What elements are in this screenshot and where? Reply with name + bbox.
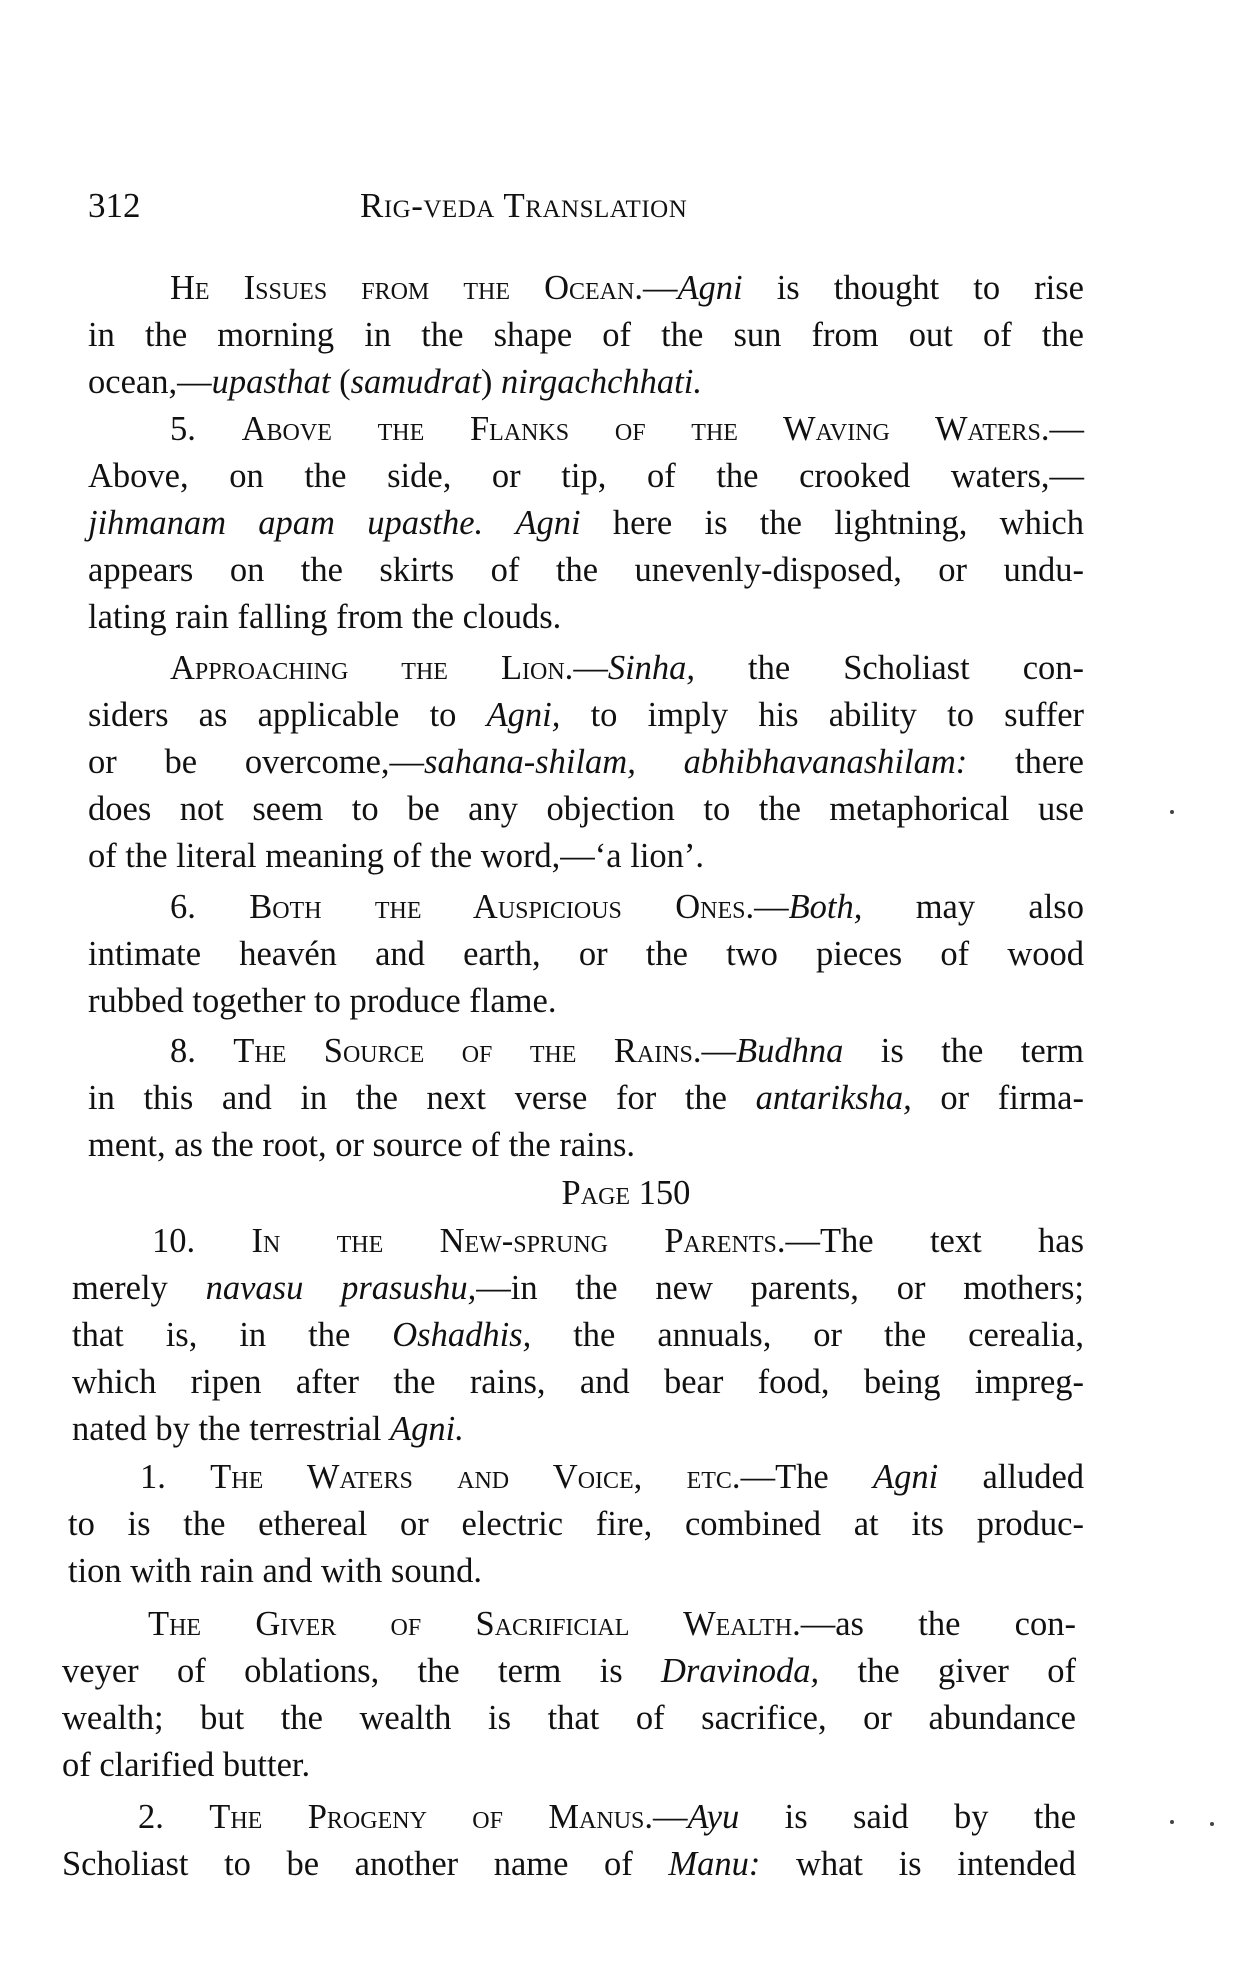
page-header xyxy=(88,186,1088,236)
text-run: is the term xyxy=(843,1032,1084,1070)
italic-term: Agni xyxy=(515,504,581,542)
text-run: merely xyxy=(72,1269,206,1307)
text-line xyxy=(62,1842,1076,1886)
text-run: here is the lightning, which xyxy=(580,504,1084,542)
text-run: ocean,— xyxy=(88,363,212,401)
section-heading: The Progeny of Manus. xyxy=(209,1798,653,1836)
text-run: — xyxy=(642,269,678,307)
text-line: tion with rain and with sound. xyxy=(68,1552,482,1590)
text-line: in the morning in the shape of the sun from out of the xyxy=(88,316,1084,354)
running-title: Rig-veda Translation xyxy=(360,186,688,225)
text-run: — xyxy=(653,1798,688,1836)
italic-term: Budhna xyxy=(736,1032,844,1070)
section-heading: The Waters and Voice, etc. xyxy=(210,1458,741,1496)
text-line: of the literal meaning of the word,—‘a lion’. xyxy=(88,837,705,875)
scan-speck xyxy=(1170,1820,1174,1824)
text-run: —as the con- xyxy=(800,1605,1076,1643)
section-heading: Both the Auspicious Ones. xyxy=(249,888,755,926)
italic-term: Dravinoda, xyxy=(661,1652,820,1690)
text-run: in this and in the next verse for the xyxy=(88,1079,756,1117)
italic-term: Agni. xyxy=(390,1410,464,1448)
italic-term: upasthat xyxy=(211,363,331,401)
item-number: 1. xyxy=(140,1458,211,1496)
section-heading: He Issues from the Ocean. xyxy=(170,269,643,307)
text-line xyxy=(170,266,1084,310)
italic-term: navasu prasushu, xyxy=(205,1269,477,1307)
text-run: or be overcome,— xyxy=(88,743,425,781)
text-run: Scholiast to be another name of xyxy=(62,1845,669,1883)
text-run: siders as applicable to xyxy=(88,696,487,734)
text-run: —The xyxy=(740,1458,873,1496)
text-line xyxy=(88,501,1084,545)
text-line: does not seem to be any objection to the metaphorical use xyxy=(88,790,1084,828)
text-run: — xyxy=(573,649,608,687)
italic-term: antariksha, xyxy=(755,1079,912,1117)
text-run: ) xyxy=(480,363,502,401)
text-line xyxy=(72,1313,1084,1357)
text-line: intimate heavén and earth, or the two pieces of wood xyxy=(88,935,1084,973)
text-run: the giver of xyxy=(819,1652,1076,1690)
italic-term: Agni xyxy=(873,1458,939,1496)
text-line: Above, on the side, or tip, of the crooked waters,— xyxy=(88,457,1084,495)
text-line xyxy=(152,1219,1084,1263)
text-run: ( xyxy=(330,363,351,401)
text-run: to imply his ability to suffer xyxy=(560,696,1084,734)
text-line xyxy=(62,1649,1076,1693)
page-reference: Page 150 xyxy=(561,1174,691,1212)
italic-term: Sinha, xyxy=(607,649,696,687)
text-run: may also xyxy=(862,888,1084,926)
text-run: there xyxy=(967,743,1084,781)
item-number: 10. xyxy=(152,1222,252,1260)
text-run: — xyxy=(754,888,789,926)
text-run: the Scholiast con- xyxy=(695,649,1084,687)
item-number: 2. xyxy=(138,1798,210,1836)
text-line xyxy=(88,740,1084,784)
item-number: 5. xyxy=(170,410,242,448)
text-line: ment, as the root, or source of the rains. xyxy=(88,1126,636,1164)
text-line: which ripen after the rains, and bear food, being impreg- xyxy=(72,1363,1084,1401)
italic-term: Oshadhis, xyxy=(392,1316,532,1354)
section-heading: Approaching the Lion. xyxy=(170,649,574,687)
italic-term: jihmanam apam upasthe. xyxy=(88,504,484,542)
text-line: wealth; but the wealth is that of sacrifice, or abundance xyxy=(62,1699,1076,1737)
text-line xyxy=(88,693,1084,737)
text-run: — xyxy=(701,1032,737,1070)
text-run: alluded xyxy=(938,1458,1085,1496)
item-number: 6. xyxy=(170,888,250,926)
section-heading: The Source of the Rains. xyxy=(233,1032,702,1070)
text-run xyxy=(483,504,515,542)
text-line: of clarified butter. xyxy=(62,1746,311,1784)
italic-term: Agni xyxy=(677,269,743,307)
italic-term: Agni, xyxy=(486,696,561,734)
text-line xyxy=(170,885,1084,929)
scan-speck xyxy=(1210,1822,1214,1826)
text-line: appears on the skirts of the unevenly-disposed, or undu- xyxy=(88,551,1084,589)
text-line xyxy=(72,1266,1084,1310)
text-run: nated by the terrestrial xyxy=(72,1410,391,1448)
text-run: is said by the xyxy=(739,1798,1077,1836)
text-line xyxy=(138,1795,1076,1839)
text-run: what is intended xyxy=(760,1845,1076,1883)
item-number: 8. xyxy=(170,1032,234,1070)
italic-term: samudrat xyxy=(350,363,481,401)
text-line xyxy=(88,360,1084,404)
text-run: — xyxy=(1049,410,1084,448)
text-line xyxy=(72,1407,1084,1451)
text-run: —in the new parents, or mothers; xyxy=(476,1269,1084,1307)
scan-speck xyxy=(1170,810,1174,814)
text-run: that is, in the xyxy=(72,1316,393,1354)
section-heading: The Giver of Sacrificial Wealth. xyxy=(148,1605,801,1643)
text-run: the annuals, or the cerealia, xyxy=(531,1316,1084,1354)
text-line: to is the ethereal or electric fire, combined at its produc- xyxy=(68,1505,1084,1543)
text-line xyxy=(170,407,1084,451)
section-heading: In the New-sprung Parents. xyxy=(251,1222,786,1260)
text-line xyxy=(148,1602,1076,1646)
text-run: veyer of oblations, the term is xyxy=(62,1652,662,1690)
text-run: or firma- xyxy=(911,1079,1084,1117)
section-heading: Above the Flanks of the Waving Waters. xyxy=(241,410,1050,448)
text-line: rubbed together to produce flame. xyxy=(88,982,557,1020)
text-line xyxy=(170,646,1084,690)
italic-term: Ayu xyxy=(687,1798,740,1836)
italic-term: sahana-shilam, abhibhavanashilam: xyxy=(424,743,968,781)
text-line xyxy=(140,1455,1084,1499)
text-line xyxy=(170,1029,1084,1073)
text-line xyxy=(88,1076,1084,1120)
italic-term: Both, xyxy=(788,888,863,926)
italic-term: nirgachchhati. xyxy=(501,363,702,401)
page-number: 312 xyxy=(88,186,141,225)
text-run: is thought to rise xyxy=(742,269,1084,307)
italic-term: Manu: xyxy=(668,1845,761,1883)
text-run: —The text has xyxy=(785,1222,1084,1260)
text-line: lating rain falling from the clouds. xyxy=(88,598,562,636)
